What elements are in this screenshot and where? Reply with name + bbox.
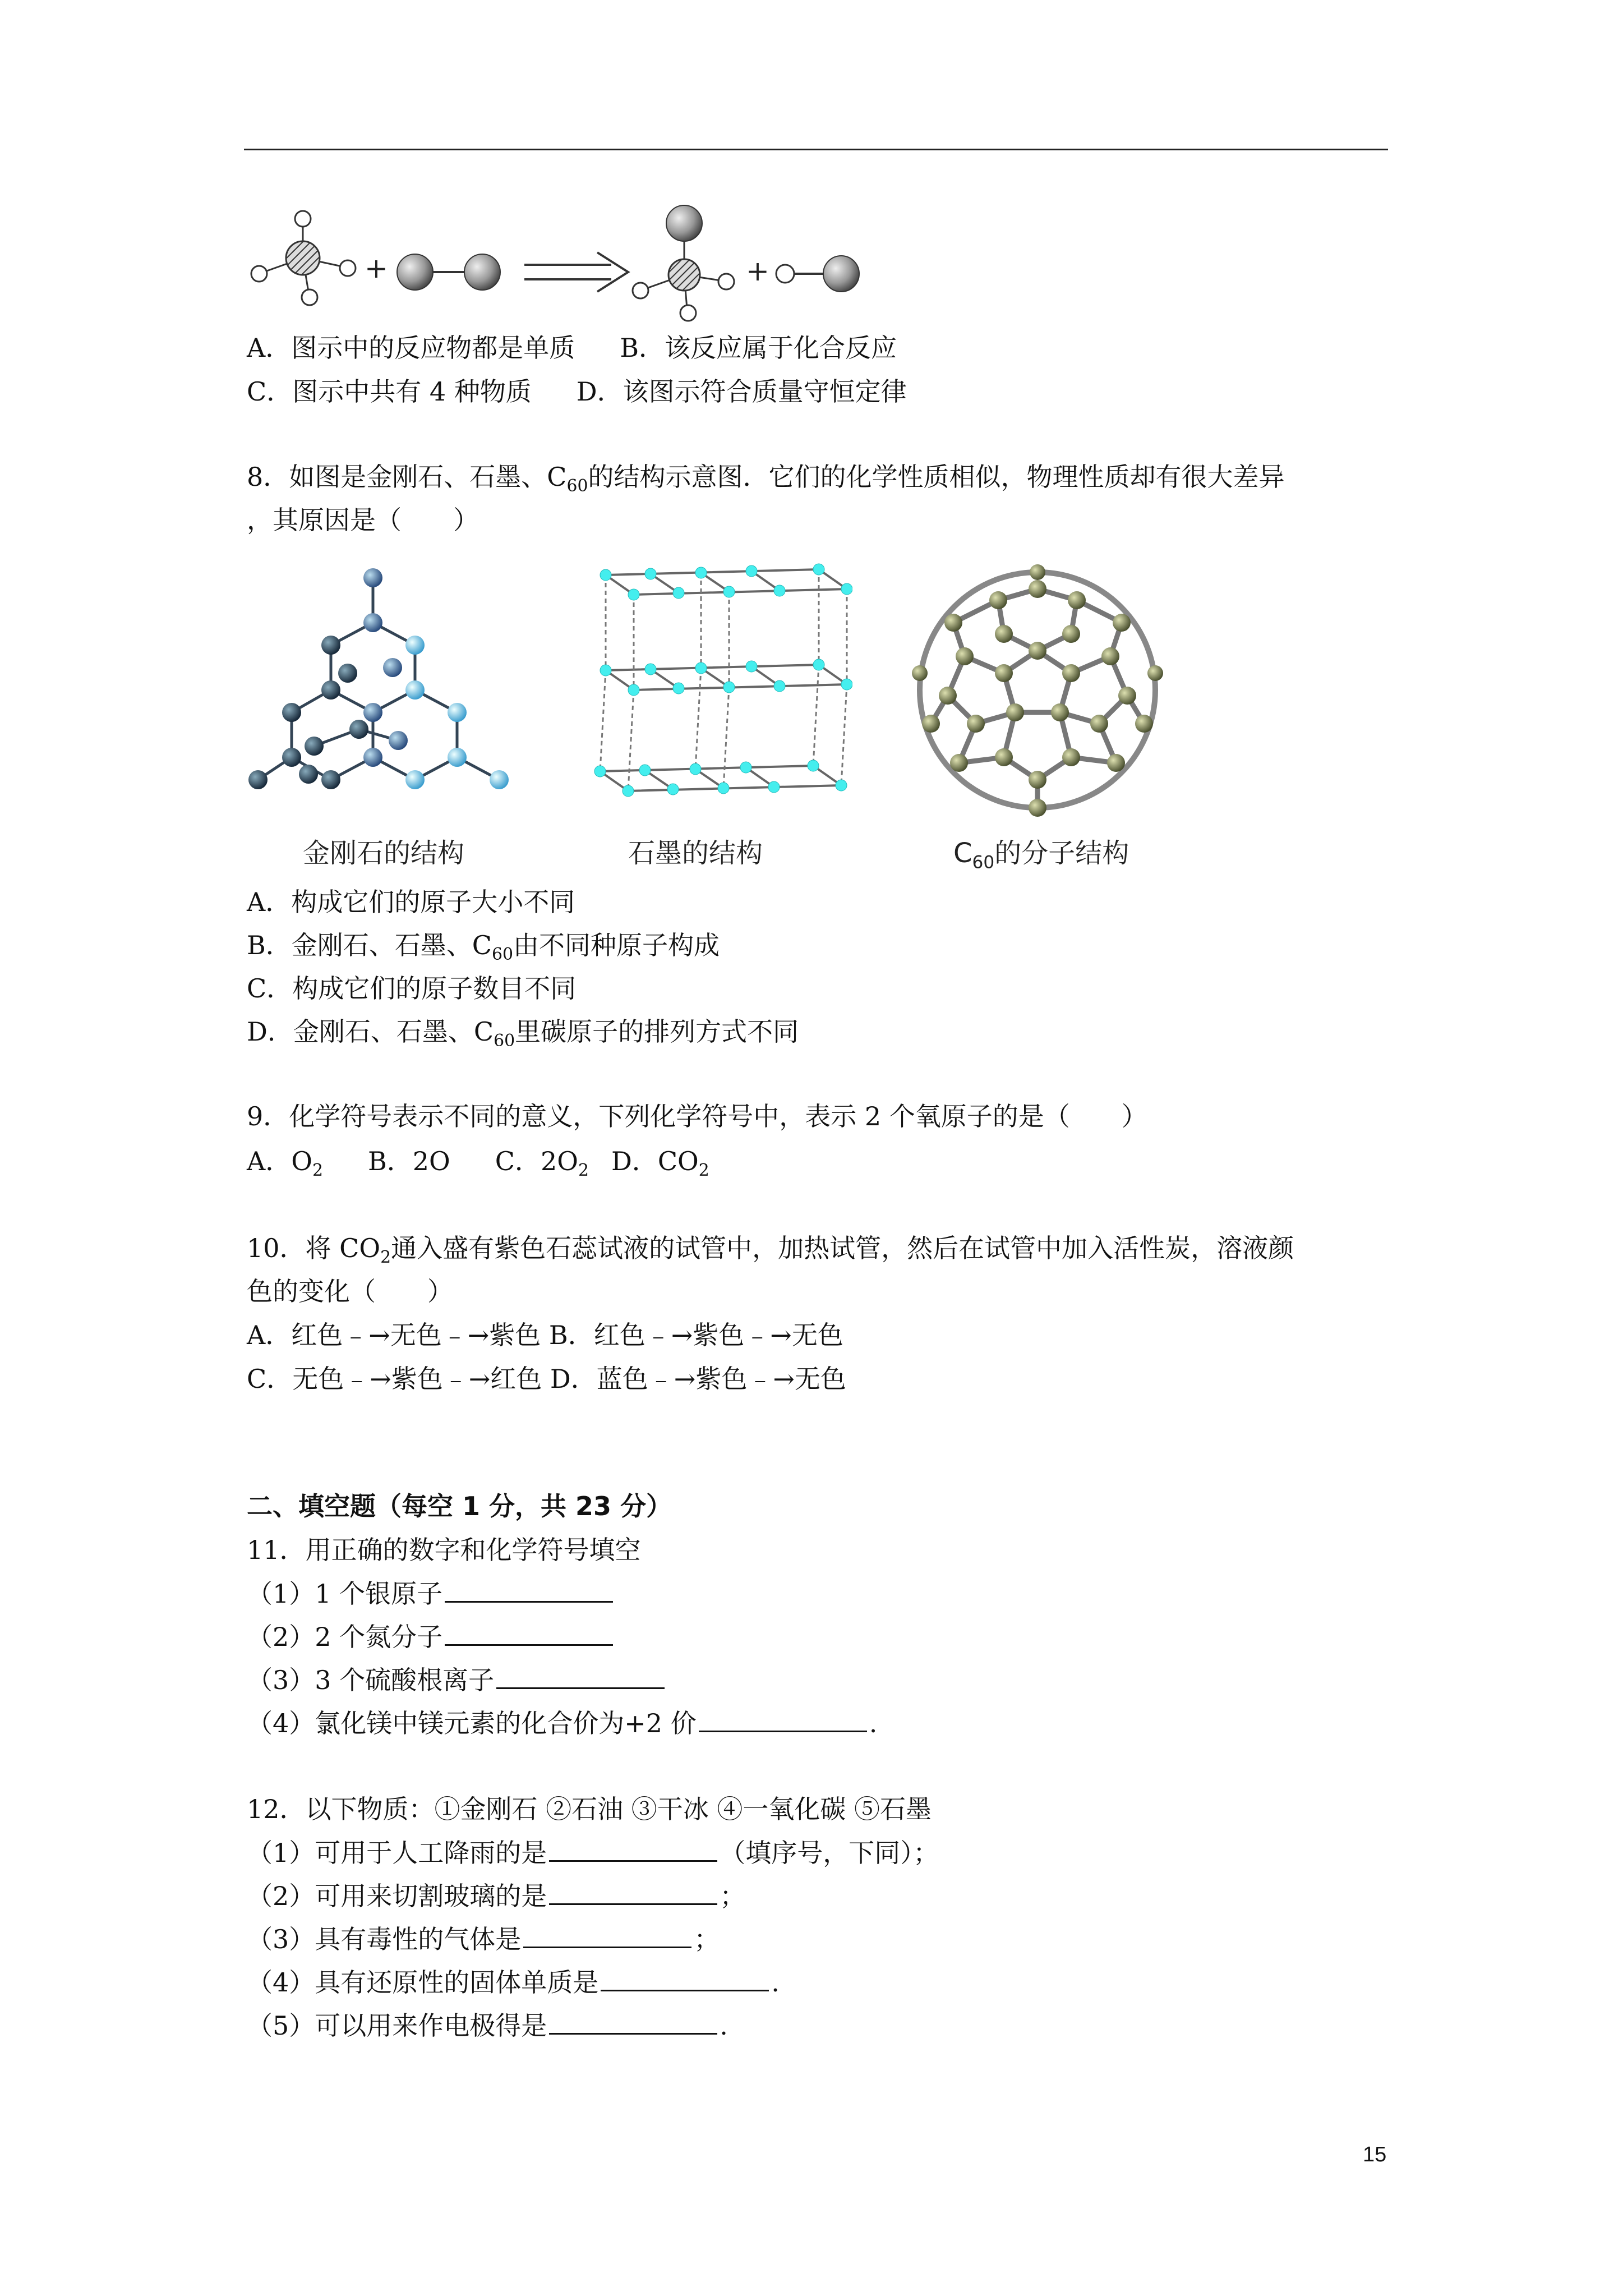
q9-option-c-sub: 2	[578, 1161, 589, 1181]
q8-stem	[247, 460, 1285, 503]
caption-c60	[953, 831, 1129, 873]
q11-item-3	[247, 1663, 667, 1697]
q10-stem-sub: 2	[380, 1248, 391, 1268]
q8-stem-part1: 8．如图是金刚石、石墨、C	[247, 462, 567, 492]
q12-item-2	[247, 1879, 745, 1913]
c60-structure-image	[903, 555, 1172, 825]
caption-graphite: 石墨的结构	[628, 838, 763, 869]
q8-stem-sub: 60	[566, 476, 588, 496]
q8-option-b-part1: B．金刚石、石墨、C	[247, 930, 492, 960]
q12-item-3-label: （3）具有毒性的气体是	[247, 1924, 522, 1954]
q8-stem-part2: 的结构示意图．它们的化学性质相似，物理性质却有很大差异	[588, 462, 1285, 492]
q12-item-5-label: （5）可以用来作电极得是	[247, 2010, 547, 2041]
q11-blank-1[interactable]	[445, 1576, 613, 1603]
q12-item-2-end: ；	[720, 1881, 746, 1911]
q11-item-4-end: .	[869, 1708, 878, 1738]
q12-item-3-end: ；	[694, 1924, 720, 1954]
q12-blank-1[interactable]	[549, 1835, 717, 1862]
q12-item-1-label: （1）可用于人工降雨的是	[247, 1838, 547, 1868]
q7-option-d: D．该图示符合质量守恒定律	[576, 376, 907, 407]
q8-option-b	[247, 928, 720, 972]
q11-item-3-label: （3）3 个硫酸根离子	[247, 1665, 495, 1695]
q12-item-1-end: （填序号，下同）；	[720, 1838, 939, 1868]
q8-option-d-part1: D．金刚石、石墨、C	[247, 1016, 494, 1047]
header-rule	[244, 149, 1388, 150]
q12-blank-4[interactable]	[601, 1965, 769, 1991]
page-number: 15	[1363, 2143, 1387, 2166]
q11-item-2	[247, 1619, 615, 1654]
q7-options-cd	[247, 375, 907, 408]
q7-option-c: C．图示中共有 4 种物质	[247, 376, 532, 407]
q12-item-2-label: （2）可用来切割玻璃的是	[247, 1881, 547, 1911]
reactant-molecule-1	[251, 211, 356, 305]
section2-heading	[247, 1489, 672, 1523]
reaction-diagram	[247, 202, 909, 331]
q12-item-3	[247, 1922, 720, 1956]
q12-item-5-end: .	[720, 2010, 728, 2041]
q12-item-1	[247, 1835, 939, 1870]
reaction-arrow	[524, 252, 628, 292]
caption-c60-sub: 60	[972, 852, 995, 873]
q9-option-d-sub: 2	[698, 1161, 709, 1181]
q9-option-a-sub: 2	[312, 1161, 323, 1181]
svg-text:+: +	[365, 252, 388, 284]
q10-options-cd: C．无色﹣→紫色﹣→红色 D．蓝色﹣→紫色﹣→无色	[247, 1364, 846, 1394]
q9-stem: 9．化学符号表示不同的意义，下列化学符号中，表示 2 个氧原子的是（ ）	[247, 1101, 1147, 1131]
q8-option-d-sub: 60	[494, 1031, 515, 1051]
q12-item-5	[247, 2008, 728, 2042]
q11-item-1	[247, 1576, 615, 1611]
graphite-structure-image	[583, 558, 852, 816]
q11-blank-2[interactable]	[445, 1619, 613, 1646]
q8-option-d	[247, 1015, 799, 1058]
q9-option-d: D．CO	[611, 1146, 699, 1176]
q8-stem-cont: ，其原因是（ ）	[247, 505, 479, 535]
product-molecule-1	[633, 205, 734, 321]
caption-diamond: 金刚石的结构	[303, 838, 465, 869]
q9-option-c: C．2O	[495, 1146, 578, 1176]
q11-blank-3[interactable]	[496, 1663, 665, 1689]
svg-text:+: +	[746, 255, 769, 287]
q10-stem	[247, 1231, 1294, 1274]
q8-option-a: A．构成它们的原子大小不同	[247, 887, 575, 917]
caption-c60-part2: 的分子结构	[994, 838, 1129, 869]
q12-stem: 12．以下物质：①金刚石 ②石油 ③干冰 ④一氧化碳 ⑤石墨	[247, 1794, 932, 1824]
q11-item-4-label: （4）氯化镁中镁元素的化合价为+2 价	[247, 1708, 697, 1738]
q12-item-4-label: （4）具有还原性的固体单质是	[247, 1967, 599, 1998]
q10-options-ab: A．红色﹣→无色﹣→紫色 B．红色﹣→紫色﹣→无色	[247, 1320, 843, 1350]
q7-option-a: A．图示中的反应物都是单质	[247, 333, 575, 363]
q9-options	[247, 1144, 709, 1188]
q7-options-ab	[247, 331, 897, 365]
q7-option-b: B．该反应属于化合反应	[620, 333, 897, 363]
q9-option-a: A．O	[247, 1146, 312, 1176]
reactant-molecule-2	[397, 254, 500, 290]
section2-heading-text: 二、填空题（每空 1 分，共 23 分）	[247, 1491, 672, 1521]
q12-blank-5[interactable]	[549, 2008, 717, 2035]
q12-blank-3[interactable]	[523, 1922, 691, 1948]
caption-c60-part1: C	[953, 838, 972, 869]
q9-option-b: B．2O	[367, 1146, 450, 1176]
q11-stem: 11．用正确的数字和化学符号填空	[247, 1535, 641, 1565]
q12-item-4-end: .	[771, 1967, 780, 1998]
q12-item-4	[247, 1965, 780, 1999]
diamond-structure-image	[247, 561, 538, 813]
q11-blank-4[interactable]	[699, 1706, 867, 1732]
q8-option-c: C．构成它们的原子数目不同	[247, 973, 577, 1004]
q11-item-1-label: （1）1 个银原子	[247, 1579, 443, 1609]
q10-stem-part2: 通入盛有紫色石蕊试液的试管中，加热试管，然后在试管中加入活性炭，溶液颜	[391, 1233, 1294, 1263]
q11-item-4	[247, 1706, 877, 1740]
q8-option-b-sub: 60	[492, 945, 514, 965]
q10-stem-part1: 10．将 CO	[247, 1233, 381, 1263]
q8-option-b-part2: 由不同种原子构成	[513, 930, 720, 960]
product-molecule-2	[776, 256, 859, 292]
q11-item-2-label: （2）2 个氮分子	[247, 1622, 443, 1652]
q12-blank-2[interactable]	[549, 1879, 717, 1905]
q8-option-d-part2: 里碳原子的排列方式不同	[515, 1016, 799, 1047]
q10-stem-cont: 色的变化（ ）	[247, 1276, 453, 1306]
